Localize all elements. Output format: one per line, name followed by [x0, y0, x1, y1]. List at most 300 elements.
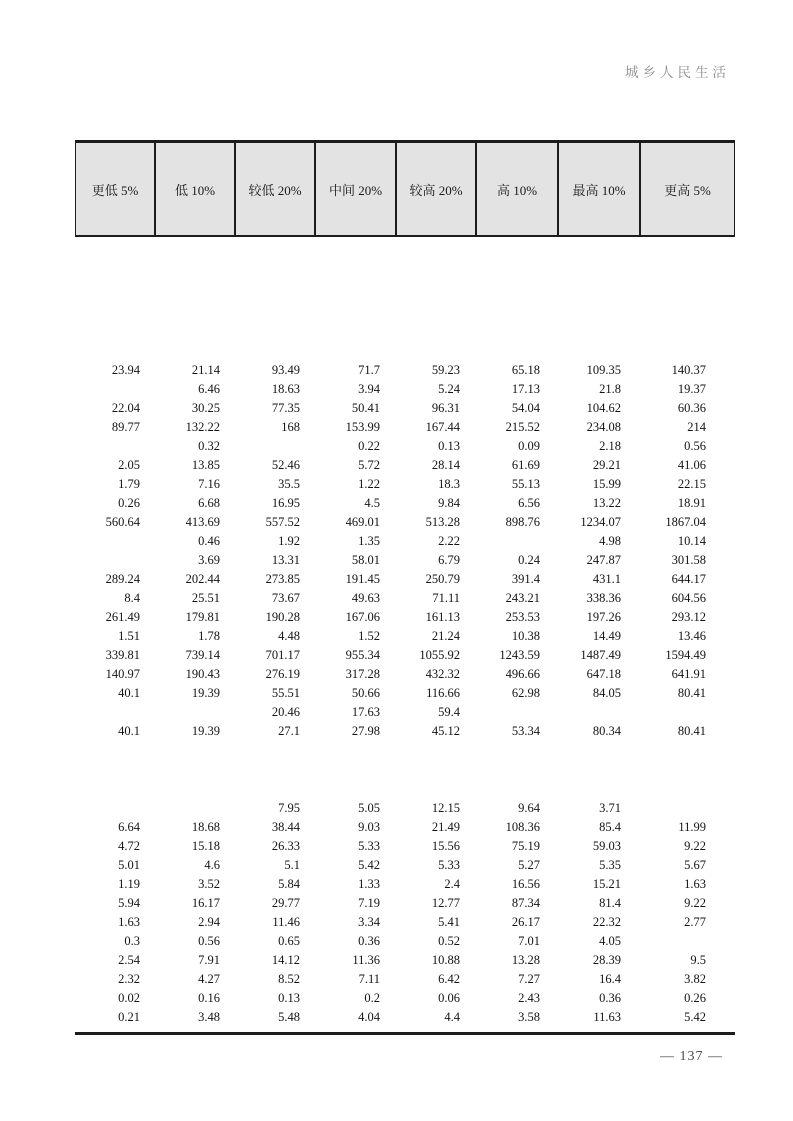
table-cell: 167.44: [425, 420, 460, 434]
table-cell: 49.63: [351, 591, 380, 605]
table-cell: 0.13: [438, 439, 460, 453]
table-cell: 25.51: [191, 591, 220, 605]
table-header-row: [75, 140, 735, 237]
table-cell: 9.64: [518, 801, 540, 815]
table-cell: 3.82: [684, 972, 706, 986]
table-cell: 104.62: [586, 401, 621, 415]
table-cell: 18.63: [271, 382, 300, 396]
income-percentile-table: [75, 140, 735, 1035]
table-cell: 16.95: [271, 496, 300, 510]
table-cell: [476, 703, 558, 722]
table-cell: 1.79: [118, 477, 140, 491]
table-cell: 9.5: [690, 953, 706, 967]
table-cell: 1.92: [278, 534, 300, 548]
table-cell: 1487.49: [580, 648, 621, 662]
table-cell: 202.44: [185, 572, 220, 586]
table-cell: 29.21: [592, 458, 621, 472]
table-cell: 22.32: [592, 915, 621, 929]
table-cell: 276.19: [265, 667, 300, 681]
table-cell: 61.69: [511, 458, 540, 472]
table-cell: 1.63: [684, 877, 706, 891]
table-cell: 60.36: [677, 401, 706, 415]
table-cell: 4.98: [599, 534, 621, 548]
table-cell: 80.41: [677, 724, 706, 738]
table-cell: 469.01: [345, 515, 380, 529]
table-row: [75, 646, 735, 665]
table-cell: 0.2: [364, 991, 380, 1005]
table-cell: 250.79: [425, 572, 460, 586]
table-cell: 40.1: [118, 686, 140, 700]
table-cell: 0.26: [118, 496, 140, 510]
table-cell: [640, 932, 735, 951]
table-cell: 6.46: [198, 382, 220, 396]
table-cell: 40.1: [118, 724, 140, 738]
table-cell: 13.31: [271, 553, 300, 567]
table-cell: [75, 551, 155, 570]
table-cell: 62.98: [511, 686, 540, 700]
table-cell: 18.91: [677, 496, 706, 510]
table-body-block-2: [75, 799, 735, 1027]
table-cell: 513.28: [425, 515, 460, 529]
table-cell: 1234.07: [580, 515, 621, 529]
table-cell: 28.39: [592, 953, 621, 967]
table-blank-section: [75, 237, 735, 361]
table-cell: 4.4: [444, 1010, 460, 1024]
table-cell: [640, 799, 735, 818]
page-number: — 137 —: [660, 1049, 723, 1064]
table-cell: 2.94: [198, 915, 220, 929]
table-cell: 18.68: [191, 820, 220, 834]
table-cell: 338.36: [586, 591, 621, 605]
table-cell: 19.37: [677, 382, 706, 396]
table-cell: 6.68: [198, 496, 220, 510]
table-cell: 0.65: [278, 934, 300, 948]
table-cell: 1055.92: [419, 648, 460, 662]
table-cell: 14.12: [271, 953, 300, 967]
table-row: [75, 951, 735, 970]
table-cell: 89.77: [111, 420, 140, 434]
table-cell: 293.12: [671, 610, 706, 624]
table-cell: 15.99: [592, 477, 621, 491]
table-cell: 17.63: [351, 705, 380, 719]
table-cell: 301.58: [671, 553, 706, 567]
table-row: [75, 589, 735, 608]
table-cell: 81.4: [599, 896, 621, 910]
table-cell: 27.1: [278, 724, 300, 738]
table-row: [75, 703, 735, 722]
table-cell: 153.99: [345, 420, 380, 434]
table-cell: [640, 703, 735, 722]
table-cell: 22.04: [111, 401, 140, 415]
table-cell: 7.16: [198, 477, 220, 491]
table-cell: 55.51: [271, 686, 300, 700]
table-cell: 5.33: [358, 839, 380, 853]
table-cell: 2.4: [444, 877, 460, 891]
table-cell: 0.02: [118, 991, 140, 1005]
table-cell: 2.32: [118, 972, 140, 986]
table-cell: 93.49: [271, 363, 300, 377]
table-cell: 7.91: [198, 953, 220, 967]
table-cell: 3.94: [358, 382, 380, 396]
table-cell: 16.17: [191, 896, 220, 910]
table-cell: 214: [687, 420, 706, 434]
table-cell: 9.22: [684, 896, 706, 910]
table-cell: 75.19: [511, 839, 540, 853]
table-cell: 13.85: [191, 458, 220, 472]
table-cell: 0.3: [124, 934, 140, 948]
table-cell: 7.27: [518, 972, 540, 986]
table-row: [75, 627, 735, 646]
table-cell: 65.18: [511, 363, 540, 377]
table-cell: 23.94: [111, 363, 140, 377]
table-cell: 5.05: [358, 801, 380, 815]
table-row: [75, 970, 735, 989]
table-cell: 96.31: [431, 401, 460, 415]
table-cell: 71.7: [358, 363, 380, 377]
table-row: [75, 799, 735, 818]
table-bottom-border: [75, 1027, 735, 1035]
table-cell: 21.14: [191, 363, 220, 377]
table-cell: 3.71: [599, 801, 621, 815]
table-cell: 0.56: [198, 934, 220, 948]
table-cell: 644.17: [671, 572, 706, 586]
table-cell: 1.19: [118, 877, 140, 891]
table-cell: 109.35: [586, 363, 621, 377]
table-cell: 50.66: [351, 686, 380, 700]
table-cell: 261.49: [105, 610, 140, 624]
table-cell: 21.8: [599, 382, 621, 396]
table-cell: 5.41: [438, 915, 460, 929]
table-cell: 496.66: [505, 667, 540, 681]
table-cell: 4.05: [599, 934, 621, 948]
table-row: [75, 722, 735, 741]
table-cell: 15.21: [592, 877, 621, 891]
table-cell: 7.11: [358, 972, 380, 986]
table-cell: 0.26: [684, 991, 706, 1005]
table-cell: 4.27: [198, 972, 220, 986]
table-cell: 59.03: [592, 839, 621, 853]
table-row: [75, 989, 735, 1008]
table-cell: 5.33: [438, 858, 460, 872]
table-cell: 41.06: [677, 458, 706, 472]
table-row: [75, 894, 735, 913]
table-cell: 5.72: [358, 458, 380, 472]
table-cell: 9.03: [358, 820, 380, 834]
table-cell: 6.56: [518, 496, 540, 510]
table-cell: 13.22: [592, 496, 621, 510]
table-cell: 53.34: [511, 724, 540, 738]
table-cell: [75, 380, 155, 399]
table-cell: 0.22: [358, 439, 380, 453]
table-body-block-1: [75, 361, 735, 741]
table-cell: 20.46: [271, 705, 300, 719]
table-cell: 52.46: [271, 458, 300, 472]
table-cell: 11.63: [593, 1010, 621, 1024]
table-cell: 0.52: [438, 934, 460, 948]
table-row: [75, 418, 735, 437]
col-header-highest-10pct: 最高 10%: [559, 143, 641, 235]
table-cell: 413.69: [185, 515, 220, 529]
table-row: [75, 551, 735, 570]
table-cell: 19.39: [191, 686, 220, 700]
table-cell: 167.06: [345, 610, 380, 624]
table-cell: 9.22: [684, 839, 706, 853]
table-cell: 19.39: [191, 724, 220, 738]
table-cell: 16.56: [511, 877, 540, 891]
table-cell: 3.58: [518, 1010, 540, 1024]
table-cell: 35.5: [278, 477, 300, 491]
col-header-lower-20pct: 较低 20%: [236, 143, 316, 235]
table-cell: 10.38: [511, 629, 540, 643]
table-row: [75, 837, 735, 856]
table-cell: 168: [281, 420, 300, 434]
table-row: [75, 570, 735, 589]
table-cell: 5.24: [438, 382, 460, 396]
table-cell: 0.06: [438, 991, 460, 1005]
table-cell: 3.34: [358, 915, 380, 929]
table-cell: 10.14: [677, 534, 706, 548]
table-row: [75, 818, 735, 837]
table-cell: 54.04: [511, 401, 540, 415]
table-cell: 55.13: [511, 477, 540, 491]
table-cell: 5.84: [278, 877, 300, 891]
col-header-upper-20pct: 较高 20%: [397, 143, 477, 235]
table-cell: 1243.59: [499, 648, 540, 662]
table-cell: 4.72: [118, 839, 140, 853]
table-row: [75, 437, 735, 456]
table-cell: 84.05: [592, 686, 621, 700]
table-cell: 58.01: [351, 553, 380, 567]
table-cell: 191.45: [345, 572, 380, 586]
table-cell: 12.77: [431, 896, 460, 910]
table-cell: 0.32: [198, 439, 220, 453]
table-cell: 50.41: [351, 401, 380, 415]
table-row: [75, 380, 735, 399]
table-cell: 2.43: [518, 991, 540, 1005]
table-cell: 7.19: [358, 896, 380, 910]
table-cell: 4.5: [364, 496, 380, 510]
table-cell: 132.22: [185, 420, 220, 434]
table-cell: 80.34: [592, 724, 621, 738]
col-header-low-10pct: 低 10%: [156, 143, 236, 235]
table-cell: 955.34: [345, 648, 380, 662]
table-cell: 30.25: [191, 401, 220, 415]
table-row: [75, 513, 735, 532]
table-cell: 6.42: [438, 972, 460, 986]
table-cell: 432.32: [425, 667, 460, 681]
col-header-top-5pct: 更高 5%: [664, 182, 711, 198]
table-cell: 2.22: [438, 534, 460, 548]
table-cell: 1.33: [358, 877, 380, 891]
table-cell: 5.35: [599, 858, 621, 872]
table-row: [75, 665, 735, 684]
table-cell: 28.14: [431, 458, 460, 472]
table-cell: 5.48: [278, 1010, 300, 1024]
table-cell: 13.28: [511, 953, 540, 967]
table-cell: 641.91: [671, 667, 706, 681]
table-cell: 647.18: [586, 667, 621, 681]
table-cell: 1.51: [118, 629, 140, 643]
table-cell: 140.97: [105, 667, 140, 681]
table-cell: 234.08: [586, 420, 621, 434]
table-cell: 7.95: [278, 801, 300, 815]
table-cell: 197.26: [586, 610, 621, 624]
table-cell: 71.11: [432, 591, 460, 605]
table-cell: 1.78: [198, 629, 220, 643]
table-cell: 0.46: [198, 534, 220, 548]
table-cell: 116.66: [426, 686, 460, 700]
table-cell: 898.76: [505, 515, 540, 529]
table-cell: 1.22: [358, 477, 380, 491]
table-cell: 190.28: [265, 610, 300, 624]
table-cell: 1.35: [358, 534, 380, 548]
table-cell: 179.81: [185, 610, 220, 624]
table-cell: 243.21: [505, 591, 540, 605]
table-cell: 2.77: [684, 915, 706, 929]
table-cell: 289.24: [105, 572, 140, 586]
table-cell: 26.17: [511, 915, 540, 929]
table-cell: 3.69: [198, 553, 220, 567]
table-row: [75, 361, 735, 380]
table-cell: 4.48: [278, 629, 300, 643]
table-cell: 3.48: [198, 1010, 220, 1024]
table-cell: 5.42: [684, 1010, 706, 1024]
table-cell: 317.28: [345, 667, 380, 681]
table-cell: 1594.49: [665, 648, 706, 662]
table-cell: 739.14: [185, 648, 220, 662]
table-cell: 73.67: [271, 591, 300, 605]
table-cell: 247.87: [586, 553, 621, 567]
table-cell: 15.56: [431, 839, 460, 853]
table-cell: 14.49: [592, 629, 621, 643]
table-cell: 6.64: [118, 820, 140, 834]
table-cell: 59.23: [431, 363, 460, 377]
table-cell: 5.42: [358, 858, 380, 872]
table-cell: 391.4: [511, 572, 540, 586]
table-cell: 11.99: [678, 820, 706, 834]
table-cell: 12.15: [431, 801, 460, 815]
table-cell: 0.36: [599, 991, 621, 1005]
table-row: [75, 856, 735, 875]
table-cell: 10.88: [431, 953, 460, 967]
table-blank-gap: [75, 741, 735, 799]
table-cell: 4.6: [204, 858, 220, 872]
table-cell: 11.46: [272, 915, 300, 929]
table-row: [75, 456, 735, 475]
col-header-high-10pct: 高 10%: [477, 143, 559, 235]
table-cell: 140.37: [671, 363, 706, 377]
table-cell: 0.16: [198, 991, 220, 1005]
table-cell: [235, 437, 315, 456]
running-head: 城乡人民生活: [625, 65, 730, 80]
table-cell: 215.52: [505, 420, 540, 434]
table-cell: 6.79: [438, 553, 460, 567]
table-cell: 557.52: [265, 515, 300, 529]
table-row: [75, 684, 735, 703]
table-cell: 18.3: [438, 477, 460, 491]
table-row: [75, 608, 735, 627]
table-cell: 4.04: [358, 1010, 380, 1024]
table-cell: 16.4: [599, 972, 621, 986]
table-cell: 3.52: [198, 877, 220, 891]
table-cell: 0.24: [518, 553, 540, 567]
table-cell: 2.05: [118, 458, 140, 472]
table-cell: 22.15: [677, 477, 706, 491]
table-cell: [476, 532, 558, 551]
col-header-middle-20pct: 中间 20%: [316, 143, 397, 235]
table-cell: 0.09: [518, 439, 540, 453]
col-header-lowest-5pct: 更低 5%: [76, 143, 156, 235]
table-cell: 190.43: [185, 667, 220, 681]
table-cell: 15.18: [191, 839, 220, 853]
table-cell: [75, 437, 155, 456]
table-row: [75, 932, 735, 951]
table-cell: [155, 703, 235, 722]
table-cell: 0.36: [358, 934, 380, 948]
table-cell: 29.77: [271, 896, 300, 910]
table-cell: [155, 799, 235, 818]
table-cell: 339.81: [105, 648, 140, 662]
table-cell: 253.53: [505, 610, 540, 624]
table-cell: [75, 799, 155, 818]
table-cell: 5.1: [284, 858, 300, 872]
table-cell: 701.17: [265, 648, 300, 662]
table-row: [75, 875, 735, 894]
table-cell: 108.36: [505, 820, 540, 834]
table-cell: 11.36: [352, 953, 380, 967]
table-cell: 604.56: [671, 591, 706, 605]
table-row: [75, 399, 735, 418]
table-row: [75, 475, 735, 494]
table-row: [75, 1008, 735, 1027]
table-cell: 5.94: [118, 896, 140, 910]
table-cell: 161.13: [425, 610, 460, 624]
table-cell: 21.24: [431, 629, 460, 643]
table-cell: 5.01: [118, 858, 140, 872]
table-cell: 431.1: [592, 572, 621, 586]
table-cell: 9.84: [438, 496, 460, 510]
table-cell: 1.63: [118, 915, 140, 929]
table-cell: 5.67: [684, 858, 706, 872]
table-cell: 87.34: [511, 896, 540, 910]
table-cell: 21.49: [431, 820, 460, 834]
table-row: [75, 532, 735, 551]
table-cell: 1.52: [358, 629, 380, 643]
table-cell: 1867.04: [665, 515, 706, 529]
table-cell: 8.4: [124, 591, 140, 605]
table-row: [75, 913, 735, 932]
table-cell: 59.4: [438, 705, 460, 719]
table-cell: 0.13: [278, 991, 300, 1005]
table-cell: 2.18: [599, 439, 621, 453]
table-cell: 273.85: [265, 572, 300, 586]
table-cell: 13.46: [677, 629, 706, 643]
table-cell: 77.35: [271, 401, 300, 415]
table-cell: 80.41: [677, 686, 706, 700]
table-cell: 8.52: [278, 972, 300, 986]
table-cell: 26.33: [271, 839, 300, 853]
table-row: [75, 494, 735, 513]
table-cell: 7.01: [518, 934, 540, 948]
table-cell: 27.98: [351, 724, 380, 738]
table-cell: [558, 703, 640, 722]
table-cell: 0.56: [684, 439, 706, 453]
table-cell: 560.64: [105, 515, 140, 529]
table-cell: 85.4: [599, 820, 621, 834]
table-cell: 0.21: [118, 1010, 140, 1024]
table-cell: [75, 703, 155, 722]
table-cell: 38.44: [271, 820, 300, 834]
